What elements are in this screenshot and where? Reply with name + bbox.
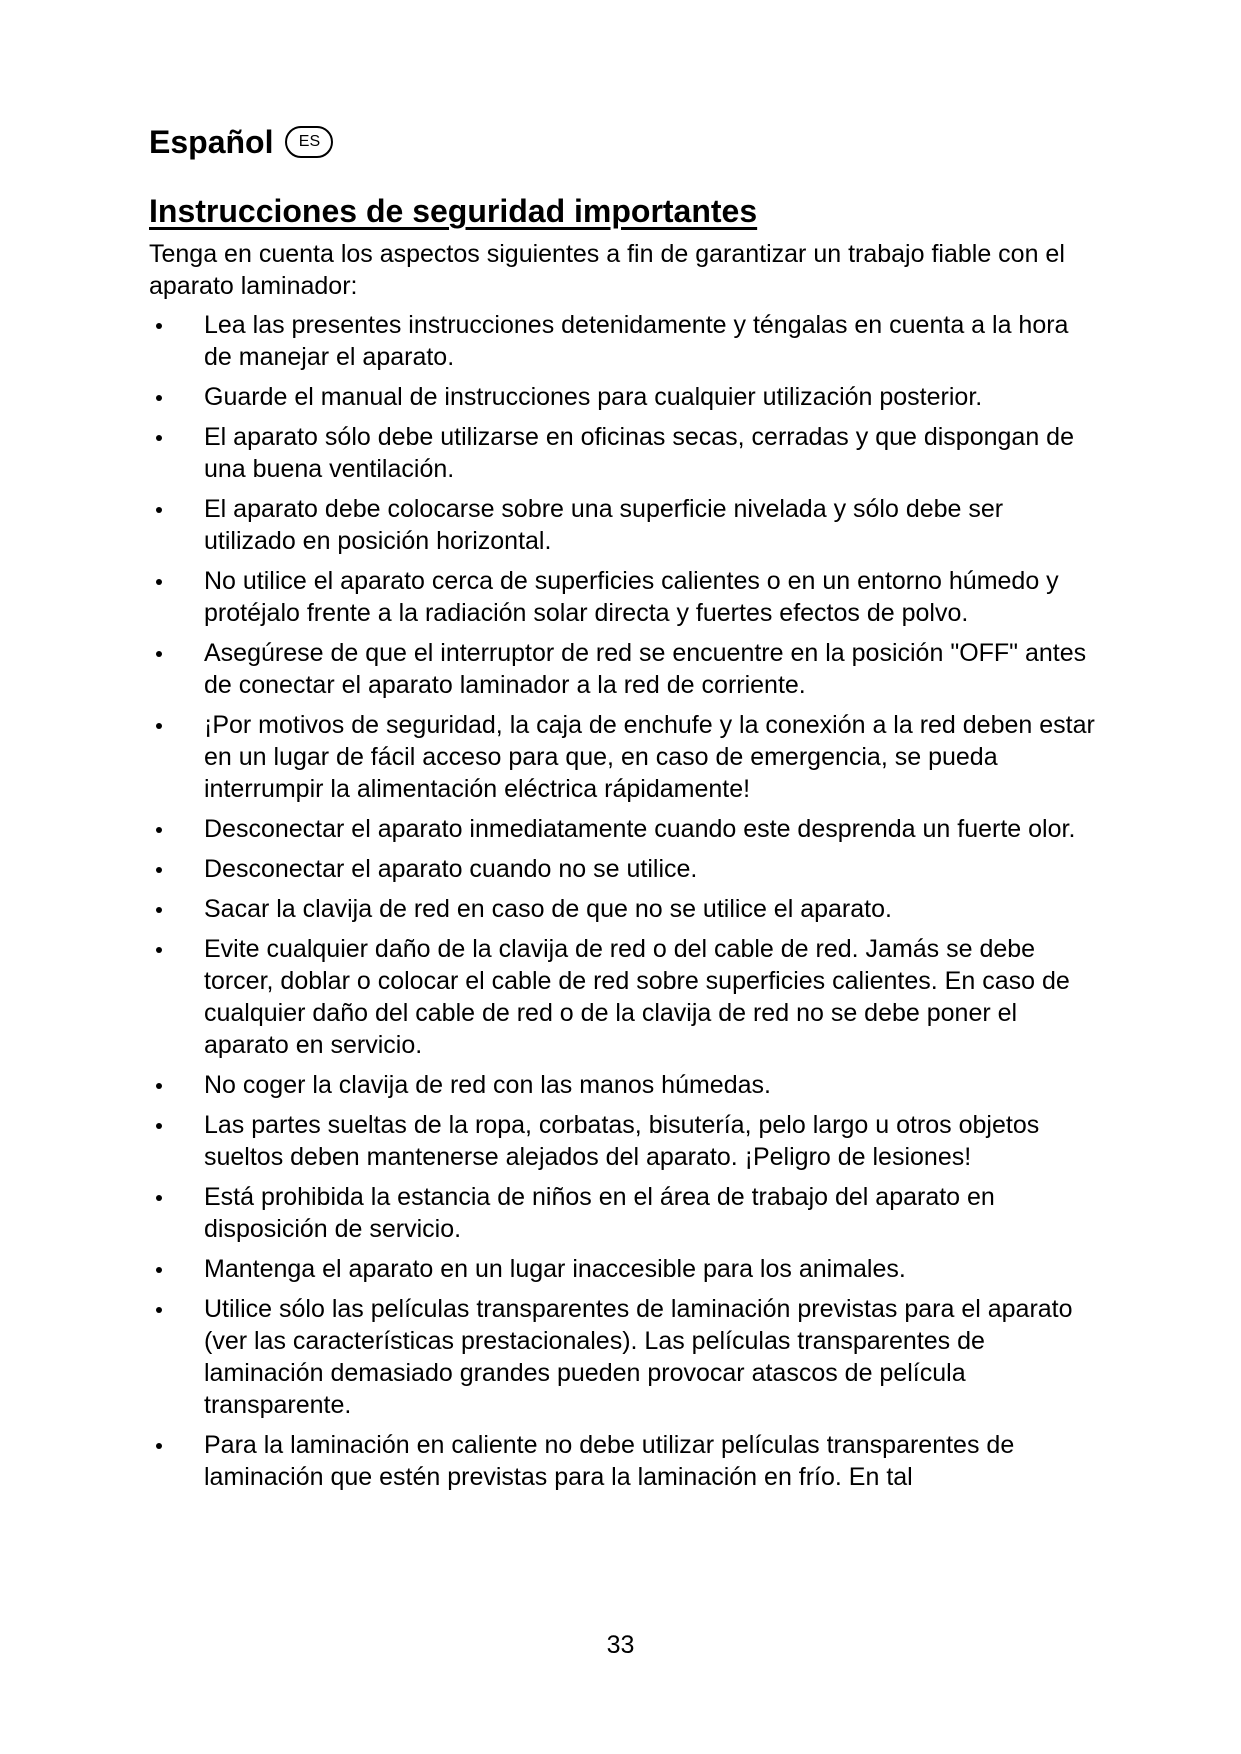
bullet-icon: [156, 435, 162, 441]
list-item: [149, 1109, 1099, 1173]
list-item: [149, 853, 1099, 885]
list-item-text: El aparato debe colocarse sobre una superficie nivelada y sólo debe ser utilizado en posición horizontal.: [204, 495, 1004, 555]
bullet-icon: [156, 1443, 162, 1449]
bullet-icon: [156, 1123, 162, 1129]
list-item-text: Evite cualquier daño de la clavija de red o del cable de red. Jamás se debe torcer, doblar o colocar el cable de red sobre superficies calientes. En caso de cualquier daño del cable de red o de la clavija de red no se debe poner el aparato en servicio.: [204, 935, 1070, 1059]
list-item: [149, 565, 1099, 629]
list-item-text: Utilice sólo las películas transparentes de laminación previstas para el aparato (ver las características prestacionales). Las películas transparentes de laminación demasiado grandes pueden provocar atascos de película transparente.: [204, 1295, 1073, 1419]
bullet-icon: [156, 947, 162, 953]
list-item: [149, 813, 1099, 845]
list-item-text: Mantenga el aparato en un lugar inaccesible para los animales.: [204, 1255, 906, 1283]
language-code-badge: ES: [285, 126, 333, 158]
bullet-icon: [156, 1307, 162, 1313]
list-item-text: Desconectar el aparato cuando no se utilice.: [204, 855, 698, 883]
list-item: [149, 1181, 1099, 1245]
language-label: Español: [149, 124, 274, 160]
list-item-text: Guarde el manual de instrucciones para cualquier utilización posterior.: [204, 383, 983, 411]
bullet-icon: [156, 651, 162, 657]
list-item: [149, 1253, 1099, 1285]
list-item: [149, 933, 1099, 1061]
list-item: [149, 709, 1099, 805]
list-item: [149, 421, 1099, 485]
list-item-text: Las partes sueltas de la ropa, corbatas, bisutería, pelo largo u otros objetos sueltos deben mantenerse alejados del aparato. ¡Peligro de lesiones!: [204, 1111, 1040, 1171]
section-title: Instrucciones de seguridad importantes: [149, 193, 758, 229]
list-item-text: Desconectar el aparato inmediatamente cuando este desprenda un fuerte olor.: [204, 815, 1076, 843]
list-item: [149, 893, 1099, 925]
list-item: [149, 1293, 1099, 1421]
safety-instructions-list: [149, 309, 1099, 1501]
bullet-icon: [156, 579, 162, 585]
list-item-text: No coger la clavija de red con las manos húmedas.: [204, 1071, 771, 1099]
intro-paragraph: Tenga en cuenta los aspectos siguientes a fin de garantizar un trabajo fiable con el aparato laminador:: [149, 240, 1065, 300]
list-item: [149, 493, 1099, 557]
list-item: [149, 309, 1099, 373]
bullet-icon: [156, 1083, 162, 1089]
bullet-icon: [156, 507, 162, 513]
list-item-text: Lea las presentes instrucciones detenidamente y téngalas en cuenta a la hora de manejar el aparato.: [204, 311, 1069, 371]
list-item-text: Asegúrese de que el interruptor de red se encuentre en la posición "OFF" antes de conectar el aparato laminador a la red de corriente.: [204, 639, 1087, 699]
list-item: [149, 1429, 1099, 1493]
list-item: [149, 637, 1099, 701]
list-item-text: ¡Por motivos de seguridad, la caja de enchufe y la conexión a la red deben estar en un lugar de fácil acceso para que, en caso de emergencia, se pueda interrumpir la alimentación eléctrica rápidamente!: [204, 711, 1095, 803]
list-item: [149, 1069, 1099, 1101]
list-item-text: El aparato sólo debe utilizarse en oficinas secas, cerradas y que dispongan de una buena ventilación.: [204, 423, 1074, 483]
bullet-icon: [156, 827, 162, 833]
bullet-icon: [156, 723, 162, 729]
language-heading: [149, 122, 333, 162]
list-item-text: Para la laminación en caliente no debe utilizar películas transparentes de laminación que estén previstas para la laminación en frío. En tal: [204, 1431, 1015, 1491]
list-item: [149, 381, 1099, 413]
bullet-icon: [156, 1195, 162, 1201]
bullet-icon: [156, 1267, 162, 1273]
bullet-icon: [156, 323, 162, 329]
list-item-text: No utilice el aparato cerca de superficies calientes o en un entorno húmedo y protéjalo frente a la radiación solar directa y fuertes efectos de polvo.: [204, 567, 1059, 627]
list-item-text: Sacar la clavija de red en caso de que no se utilice el aparato.: [204, 895, 892, 923]
list-item-text: Está prohibida la estancia de niños en el área de trabajo del aparato en disposición de servicio.: [204, 1183, 995, 1243]
bullet-icon: [156, 395, 162, 401]
bullet-icon: [156, 907, 162, 913]
page-number: 33: [606, 1631, 635, 1659]
bullet-icon: [156, 867, 162, 873]
